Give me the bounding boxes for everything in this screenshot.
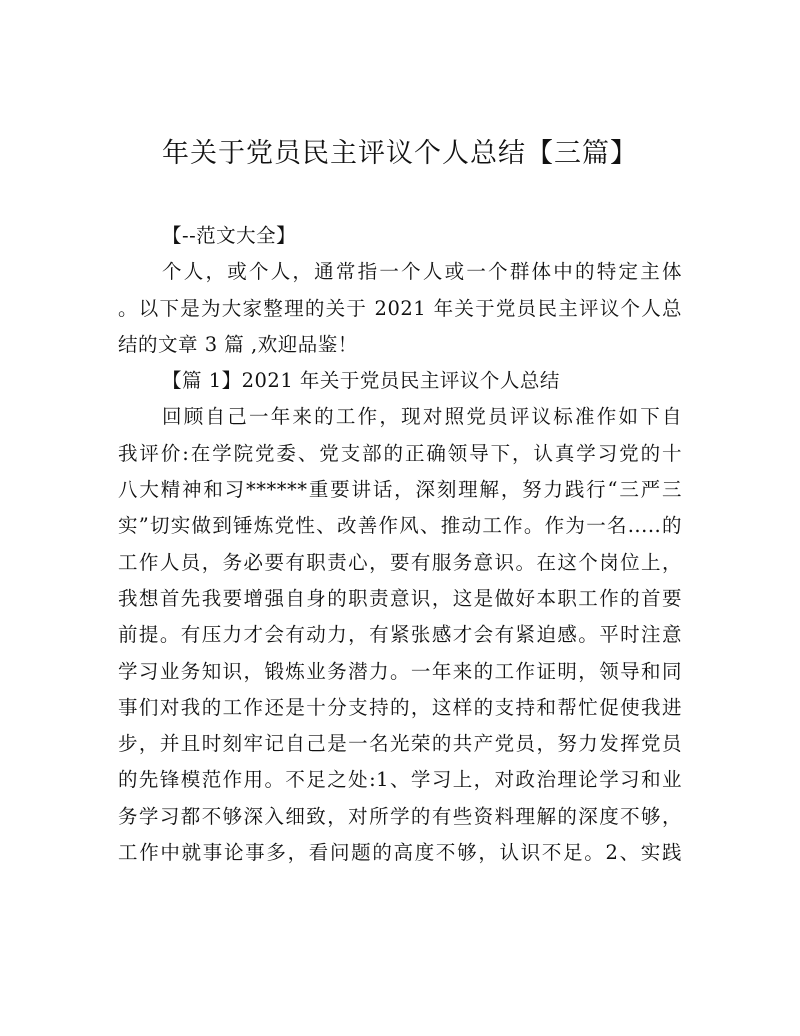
paragraph-line: 八大精神和习******重要讲话，深刻理解，努力践行“三严三 <box>118 478 682 502</box>
paragraph-line: 步，并且时刻牢记自己是一名光荣的共产党员，努力发挥党员 <box>118 732 682 756</box>
paragraph-line: 前提。有压力才会有动力，有紧张感才会有紧迫感。平时注意 <box>118 623 682 647</box>
paragraph-line: 务学习都不够深入细致，对所学的有些资料理解的深度不够， <box>118 804 682 828</box>
intro-line: 结的文章 3 篇 ,欢迎品鉴！ <box>118 332 358 356</box>
document-body <box>118 218 682 871</box>
section-heading: 【篇 1】2021 年关于党员民主评议个人总结 <box>162 369 560 393</box>
paragraph-line: 工作中就事论事多，看问题的高度不够，认识不足。2、实践 <box>118 841 682 865</box>
paragraph-line: 实”切实做到锤炼党性、改善作风、推动工作。作为一名.....的 <box>118 514 682 538</box>
category-line: 【--范文大全】 <box>162 224 297 247</box>
paragraph-line: 工作人员，务必要有职责心，要有服务意识。在这个岗位上， <box>118 550 682 574</box>
paragraph-line: 回顾自己一年来的工作，现对照党员评议标准作如下自 <box>162 405 682 429</box>
intro-line: 。以下是为大家整理的关于 2021 年关于党员民主评议个人总 <box>118 296 682 320</box>
paragraph-line: 我评价:在学院党委、党支部的正确领导下，认真学习党的十 <box>118 441 682 465</box>
paragraph-line: 我想首先我要增强自身的职责意识，这是做好本职工作的首要 <box>118 586 682 610</box>
paragraph-line: 事们对我的工作还是十分支持的，这样的支持和帮忙促使我进 <box>118 695 682 719</box>
paragraph-line: 学习业务知识，锻炼业务潜力。一年来的工作证明，领导和同 <box>118 659 682 683</box>
intro-line: 个人，或个人，通常指一个人或一个群体中的特定主体 <box>162 260 682 284</box>
paragraph-line: 的先锋模范作用。不足之处:1、学习上，对政治理论学习和业 <box>118 768 682 792</box>
document-title: 年关于党员民主评议个人总结【三篇】 <box>162 138 638 169</box>
